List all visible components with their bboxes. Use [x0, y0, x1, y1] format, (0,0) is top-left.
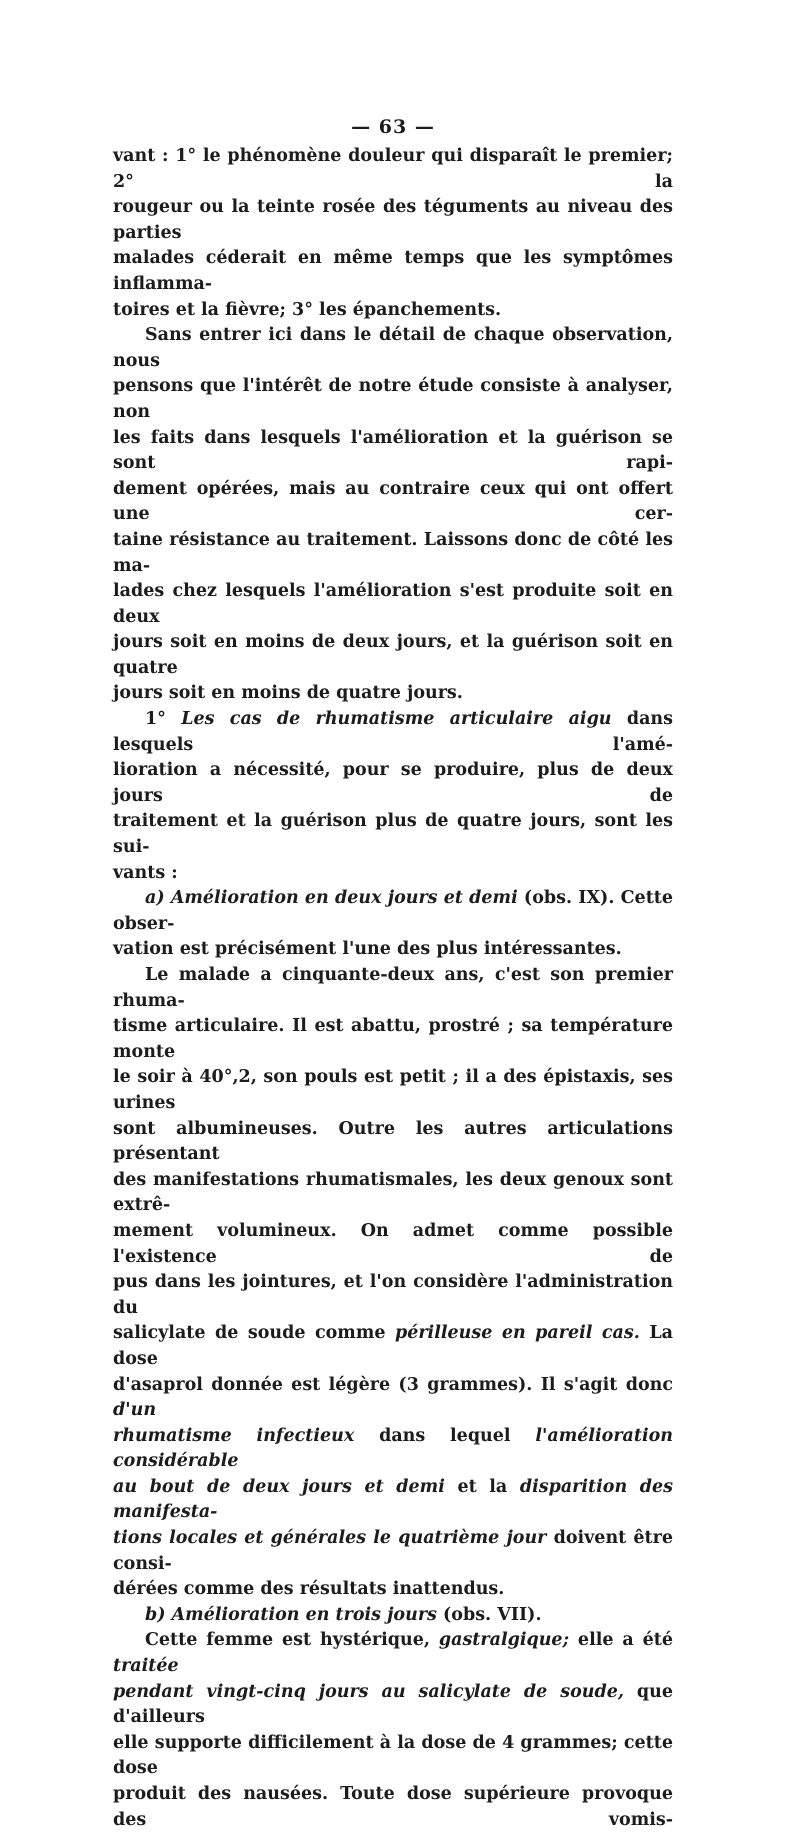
text-line	[113, 246, 673, 297]
text-span: et la	[444, 1476, 520, 1497]
text-span: tisme articulaire. Il est abattu, prostré ; sa température monte	[113, 1016, 673, 1062]
text-line	[113, 1373, 673, 1424]
text-span: sont albumineuses. Outre les autres articulations présentant	[113, 1118, 673, 1165]
text-span: pus dans les jointures, et l'on considère l'administration du	[113, 1272, 673, 1318]
text-line	[113, 1168, 673, 1219]
text-line	[113, 298, 673, 324]
text-span: (obs. IX). Cette obser-	[113, 888, 673, 934]
text-line	[113, 886, 673, 937]
italic-text: pendant vingt-cinq jours au salicylate de soude,	[113, 1681, 624, 1702]
text-span: traitement et la guérison plus de quatre jours, sont les sui-	[113, 811, 673, 858]
italic-text: disparition des manifesta-	[113, 1476, 673, 1523]
italic-text: d'un	[113, 1400, 157, 1421]
text-line	[113, 1270, 673, 1321]
text-span: Cette femme est hystérique,	[145, 1630, 439, 1651]
text-span: produit des nausées. Toute dose supérieure provoque des vomis-	[113, 1784, 673, 1830]
text-line	[113, 861, 673, 887]
text-line	[113, 1321, 673, 1372]
italic-text: au bout de deux jours et demi	[113, 1476, 445, 1497]
text-line	[113, 374, 673, 425]
italic-text: tions locales et générales le quatrième jour	[113, 1528, 547, 1549]
text-span: dement opérées, mais au contraire ceux qui ont offert une cer-	[113, 478, 673, 525]
text-line	[113, 809, 673, 860]
text-line	[113, 630, 673, 681]
text-span: jours soit en moins de deux jours, et la guérison soit en quatre	[113, 632, 673, 678]
text-line	[113, 937, 673, 963]
text-line	[113, 1475, 673, 1526]
text-line	[113, 1680, 673, 1731]
italic-text: traitée	[113, 1656, 179, 1677]
text-span: dans lesquels l'amé-	[113, 709, 673, 755]
text-line	[113, 1219, 673, 1270]
text-line	[113, 1628, 673, 1679]
text-line	[113, 963, 673, 1014]
text-span: salicylate de soude comme	[113, 1323, 395, 1344]
text-span: lioration a nécessité, pour se produire, plus de deux jours de	[113, 760, 673, 806]
italic-text: rhumatisme infectieux	[113, 1425, 355, 1446]
text-line	[113, 758, 673, 809]
text-span: dans lequel	[354, 1425, 536, 1446]
text-line	[113, 323, 673, 374]
italic-text: périlleuse en pareil cas.	[394, 1323, 640, 1344]
text-line	[113, 426, 673, 477]
text-line	[113, 195, 673, 246]
italic-text: b) Amélioration en trois jours	[145, 1604, 437, 1625]
italic-text: gastralgique;	[438, 1630, 570, 1651]
text-line	[113, 144, 673, 195]
text-span: Le malade a cinquante-deux ans, c'est son premier rhuma-	[113, 965, 673, 1011]
text-span: mement volumineux. On admet comme possible l'existence de	[113, 1220, 673, 1267]
page-number: — 63 —	[351, 116, 435, 138]
text-line	[113, 1526, 673, 1577]
text-span: que d'ailleurs	[113, 1681, 673, 1728]
book-page	[113, 114, 673, 1833]
text-span: dérées comme des résultats inattendus.	[113, 1579, 505, 1600]
text-span: le soir à 40°,2, son pouls est petit ; il a des épistaxis, ses urines	[113, 1067, 673, 1113]
text-span: vants :	[113, 862, 178, 883]
text-line	[113, 579, 673, 630]
text-span: vation est précisément l'une des plus intéressantes.	[113, 939, 622, 960]
text-line	[113, 681, 673, 707]
text-line	[113, 1065, 673, 1116]
italic-text: a) Amélioration en deux jours et demi	[145, 888, 518, 909]
text-span: rougeur ou la teinte rosée des téguments au niveau des parties	[113, 197, 673, 243]
text-line	[113, 477, 673, 528]
text-span: vant : 1° le phénomène douleur qui disparaît le premier; 2° la	[113, 146, 673, 192]
text-line	[113, 1731, 673, 1782]
text-span: 1°	[145, 709, 182, 730]
text-span: elle supporte difficilement à la dose de 4 grammes; cette dose	[113, 1732, 673, 1779]
text-span: (obs. VII).	[436, 1604, 542, 1625]
text-span: jours soit en moins de quatre jours.	[113, 683, 463, 704]
text-span: elle a été	[569, 1630, 673, 1651]
text-span: lades chez lesquels l'amélioration s'est produite soit en deux	[113, 581, 673, 627]
text-line	[113, 1603, 673, 1629]
text-span: toires et la fièvre; 3° les épanchements.	[113, 299, 502, 320]
text-span: pensons que l'intérêt de notre étude consiste à analyser, non	[113, 376, 673, 422]
text-span: taine résistance au traitement. Laissons donc de côté les ma-	[113, 529, 673, 576]
text-line	[113, 1014, 673, 1065]
text-line	[113, 1117, 673, 1168]
body-text	[113, 144, 673, 1833]
text-line	[113, 1782, 673, 1833]
text-line	[113, 1424, 673, 1475]
text-span: doivent être consi-	[113, 1528, 673, 1574]
text-span: malades céderait en même temps que les symptômes inflamma-	[113, 248, 673, 294]
italic-text: l'amélioration considérable	[113, 1425, 674, 1472]
text-span: d'asaprol donnée est légère (3 grammes). Il s'agit donc	[113, 1374, 673, 1395]
text-span: Sans entrer ici dans le détail de chaque observation, nous	[113, 325, 673, 371]
text-line	[113, 528, 673, 579]
text-span: des manifestations rhumatismales, les deux genoux sont extrê-	[113, 1169, 673, 1216]
text-span: La dose	[113, 1323, 673, 1369]
text-line	[113, 707, 673, 758]
italic-text: Les cas de rhumatisme articulaire aigu	[181, 709, 612, 730]
text-span: les faits dans lesquels l'amélioration et la guérison se sont rapi-	[113, 427, 673, 474]
text-line	[113, 1577, 673, 1603]
